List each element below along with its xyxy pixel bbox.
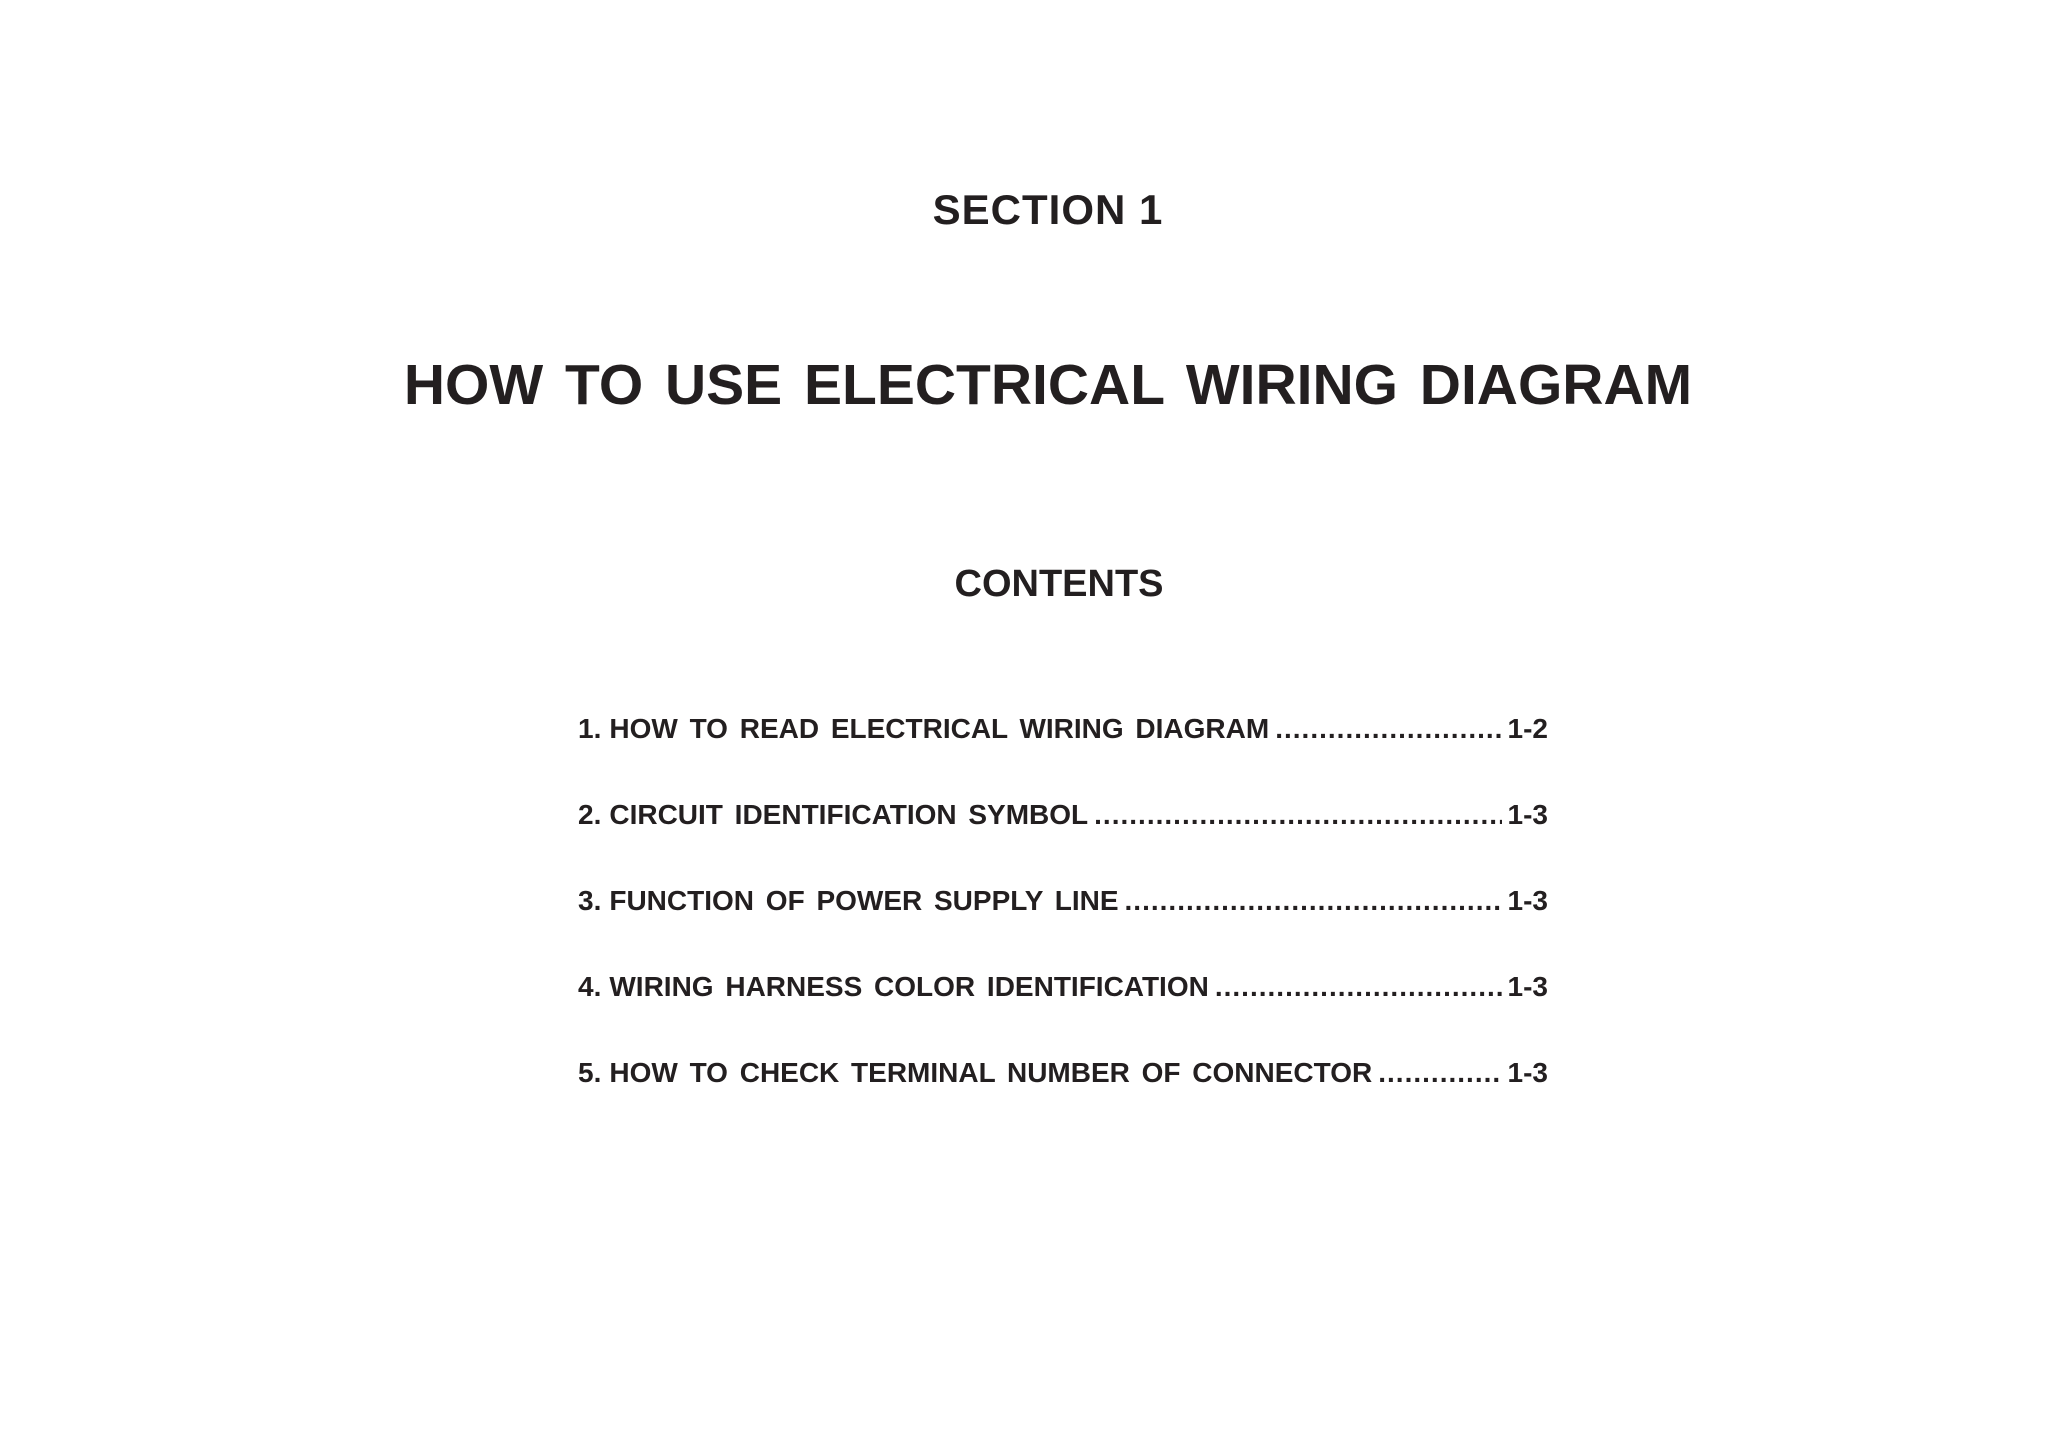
section-label: SECTION 1 xyxy=(932,186,1164,233)
dot-leader xyxy=(1125,885,1502,917)
toc-entry[interactable] xyxy=(578,971,1548,1057)
toc-entry-title: FUNCTION OF POWER SUPPLY LINE xyxy=(609,885,1119,916)
toc-entry-title: HOW TO READ ELECTRICAL WIRING DIAGRAM xyxy=(609,713,1270,744)
toc-entry-page: 1-3 xyxy=(1507,1057,1548,1088)
page-title: HOW TO USE ELECTRICAL WIRING DIAGRAM xyxy=(403,353,1693,417)
toc-entry-page: 1-2 xyxy=(1507,713,1548,744)
toc-entry[interactable] xyxy=(578,713,1548,799)
toc-entry-page: 1-3 xyxy=(1507,799,1548,830)
toc-entry-number: 4. xyxy=(578,971,602,1002)
toc-entry-page: 1-3 xyxy=(1507,971,1548,1002)
table-of-contents xyxy=(578,713,1548,1143)
toc-entry-number: 1. xyxy=(578,713,602,744)
toc-entry-page: 1-3 xyxy=(1507,885,1548,916)
dot-leader xyxy=(1378,1057,1501,1089)
toc-entry[interactable] xyxy=(578,1057,1548,1143)
dot-leader xyxy=(1215,971,1502,1003)
toc-entry-number: 5. xyxy=(578,1057,602,1088)
toc-entry[interactable] xyxy=(578,885,1548,971)
toc-entry[interactable] xyxy=(578,799,1548,885)
toc-entry-number: 2. xyxy=(578,799,602,830)
toc-entry-title: CIRCUIT IDENTIFICATION SYMBOL xyxy=(609,799,1089,830)
toc-entry-number: 3. xyxy=(578,885,602,916)
toc-entry-title: HOW TO CHECK TERMINAL NUMBER OF CONNECTOR xyxy=(609,1057,1373,1088)
contents-heading: CONTENTS xyxy=(954,563,1164,605)
dot-leader xyxy=(1094,799,1501,831)
toc-entry-title: WIRING HARNESS COLOR IDENTIFICATION xyxy=(609,971,1209,1002)
dot-leader xyxy=(1275,713,1501,745)
